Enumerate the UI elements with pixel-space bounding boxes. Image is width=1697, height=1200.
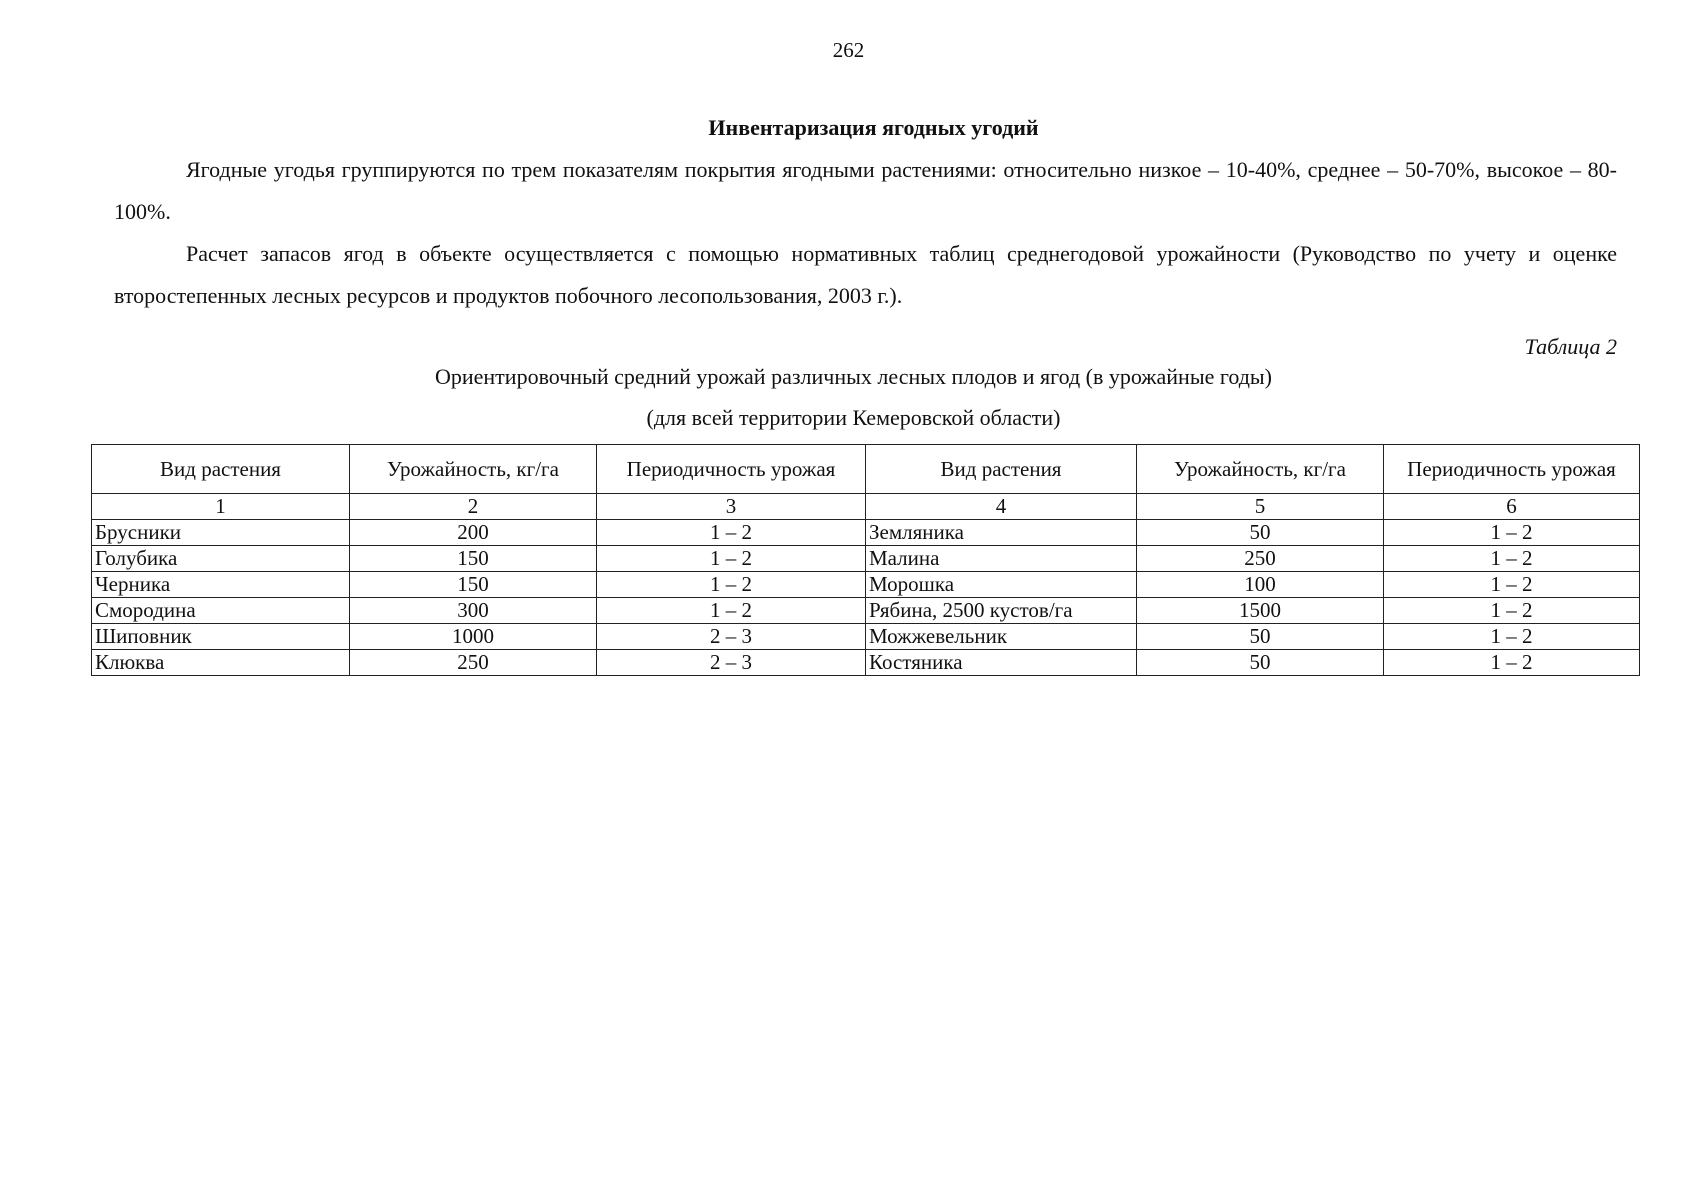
plant-name: Шиповник (92, 624, 350, 650)
plant-name: Костяника (866, 650, 1137, 676)
column-number: 3 (597, 494, 866, 520)
plant-name: Морошка (866, 572, 1137, 598)
yield-value: 250 (350, 650, 597, 676)
header-periodicity-1: Периодичность урожая (597, 445, 866, 494)
periodicity-value: 1 – 2 (597, 520, 866, 546)
header-plant-species-2: Вид растения (866, 445, 1137, 494)
yield-value: 300 (350, 598, 597, 624)
yield-value: 150 (350, 572, 597, 598)
plant-name: Смородина (92, 598, 350, 624)
table-row (92, 546, 1640, 572)
table-header-row (92, 445, 1640, 494)
plant-name: Клюква (92, 650, 350, 676)
table-label: Таблица 2 (1524, 334, 1617, 359)
header-yield-1: Урожайность, кг/га (350, 445, 597, 494)
yield-value: 150 (350, 546, 597, 572)
periodicity-value: 1 – 2 (597, 598, 866, 624)
yield-value: 250 (1137, 546, 1384, 572)
paragraph-coverage: Ягодные угодья группируются по трем показателям покрытия ягодными растениями: относительно низкое – 10-40%, среднее – 50-70%, высокое – 80-100%. (114, 157, 1617, 224)
plant-name: Земляника (866, 520, 1137, 546)
plant-name: Рябина, 2500 кустов/га (866, 598, 1137, 624)
table-row (92, 520, 1640, 546)
table-row (92, 650, 1640, 676)
yield-value: 50 (1137, 520, 1384, 546)
section-title: Инвентаризация ягодных угодий (708, 115, 1039, 140)
periodicity-value: 1 – 2 (597, 546, 866, 572)
periodicity-value: 1 – 2 (1384, 546, 1640, 572)
column-number: 5 (1137, 494, 1384, 520)
yield-value: 1000 (350, 624, 597, 650)
plant-name: Брусники (92, 520, 350, 546)
header-yield-2: Урожайность, кг/га (1137, 445, 1384, 494)
table-caption-subtitle: (для всей территории Кемеровской области) (646, 405, 1061, 430)
periodicity-value: 1 – 2 (1384, 520, 1640, 546)
yield-value: 100 (1137, 572, 1384, 598)
periodicity-value: 2 – 3 (597, 650, 866, 676)
header-periodicity-2: Периодичность урожая (1384, 445, 1640, 494)
header-plant-species-1: Вид растения (92, 445, 350, 494)
periodicity-value: 1 – 2 (1384, 624, 1640, 650)
plant-name: Черника (92, 572, 350, 598)
column-number: 4 (866, 494, 1137, 520)
periodicity-value: 2 – 3 (597, 624, 866, 650)
column-number: 1 (92, 494, 350, 520)
column-number: 2 (350, 494, 597, 520)
yield-table (91, 444, 1640, 676)
periodicity-value: 1 – 2 (1384, 598, 1640, 624)
table-row (92, 572, 1640, 598)
plant-name: Голубика (92, 546, 350, 572)
periodicity-value: 1 – 2 (1384, 572, 1640, 598)
yield-value: 50 (1137, 624, 1384, 650)
yield-value: 200 (350, 520, 597, 546)
page-number: 262 (832, 38, 865, 62)
column-number-row (92, 494, 1640, 520)
yield-value: 1500 (1137, 598, 1384, 624)
periodicity-value: 1 – 2 (1384, 650, 1640, 676)
table-row (92, 598, 1640, 624)
table-caption-title: Ориентировочный средний урожай различных лесных плодов и ягод (в урожайные годы) (434, 364, 1273, 389)
periodicity-value: 1 – 2 (597, 572, 866, 598)
column-number: 6 (1384, 494, 1640, 520)
plant-name: Можжевельник (866, 624, 1137, 650)
paragraph-calculation: Расчет запасов ягод в объекте осуществляется с помощью нормативных таблиц среднегодовой урожайности (Руководство по учету и оценке второстепенных лесных ресурсов и продуктов побочного лесопользования, 2003 г.). (114, 241, 1617, 308)
table-row (92, 624, 1640, 650)
plant-name: Малина (866, 546, 1137, 572)
yield-value: 50 (1137, 650, 1384, 676)
